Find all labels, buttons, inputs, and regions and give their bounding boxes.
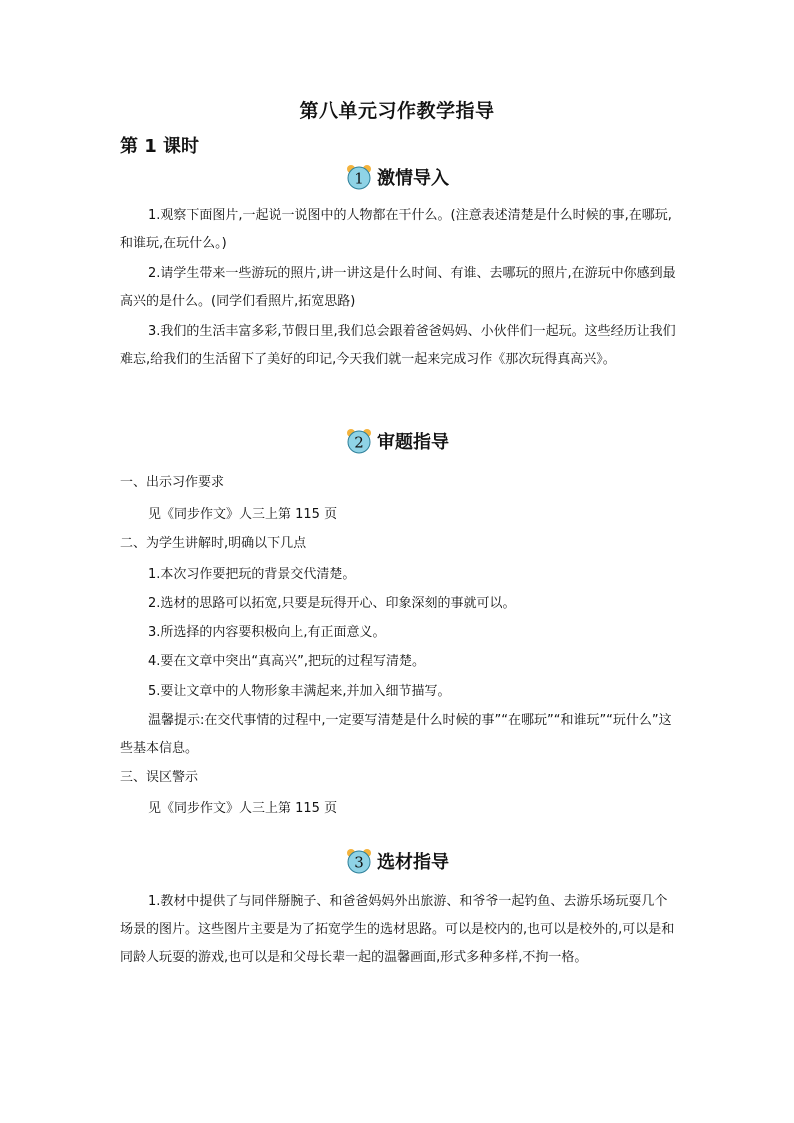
reference-line: 见《同步作文》人三上第 115 页 bbox=[148, 801, 338, 816]
list-item: 4.要在文章中突出“真高兴”,把玩的过程写清楚。 bbox=[148, 654, 426, 669]
list-item: 3.所选择的内容要积极向上,有正面意义。 bbox=[148, 625, 386, 640]
section-heading-2 bbox=[0, 424, 794, 458]
section-heading-1 bbox=[0, 160, 794, 194]
document-title: 第八单元习作教学指导 bbox=[299, 100, 495, 122]
badge-number: 1 bbox=[354, 169, 364, 188]
section-title: 选材指导 bbox=[377, 852, 449, 873]
reference-line: 见《同步作文》人三上第 115 页 bbox=[148, 507, 338, 522]
material-paragraph-1: 1.教材中提供了与同伴掰腕子、和爸爸妈妈外出旅游、和爷爷一起钓鱼、去游乐场玩耍几个场景的图片。这些图片主要是为了拓宽学生的选材思路。可以是校内的,也可以是校外的,可以是和同龄人玩耍的游戏,也可以是和父母长辈一起的温馨画面,形式多种多样,不拘一格。 bbox=[120, 894, 675, 965]
section-title: 激情导入 bbox=[377, 168, 449, 189]
badge-number: 3 bbox=[354, 853, 364, 872]
outline-heading: 三、误区警示 bbox=[120, 770, 199, 785]
intro-paragraph-2: 2.请学生带来一些游玩的照片,讲一讲这是什么时间、有谁、去哪玩的照片,在游玩中你感到最高兴的是什么。(同学们看照片,拓宽思路) bbox=[120, 266, 676, 309]
outline-heading: 一、出示习作要求 bbox=[120, 475, 225, 490]
section-heading-3 bbox=[0, 844, 794, 878]
lesson-label: 第 1 课时 bbox=[120, 136, 200, 157]
list-item: 5.要让文章中的人物形象丰满起来,并加入细节描写。 bbox=[148, 684, 451, 699]
number-badge-icon bbox=[345, 847, 373, 875]
badge-number: 2 bbox=[354, 433, 364, 452]
section-title: 审题指导 bbox=[377, 432, 449, 453]
intro-paragraph-3: 3.我们的生活丰富多彩,节假日里,我们总会跟着爸爸妈妈、小伙伴们一起玩。这些经历让我们难忘,给我们的生活留下了美好的印记,今天我们就一起来完成习作《那次玩得真高兴》。 bbox=[120, 324, 676, 367]
list-item: 1.本次习作要把玩的背景交代清楚。 bbox=[148, 567, 356, 582]
number-badge-icon bbox=[345, 163, 373, 191]
intro-paragraph-1: 1.观察下面图片,一起说一说图中的人物都在干什么。(注意表述清楚是什么时候的事,在哪玩,和谁玩,在玩什么。) bbox=[120, 208, 672, 251]
number-badge-icon bbox=[345, 427, 373, 455]
outline-heading: 二、为学生讲解时,明确以下几点 bbox=[120, 536, 307, 551]
tip-paragraph: 温馨提示:在交代事情的过程中,一定要写清楚是什么时候的事”“在哪玩”“和谁玩”“玩什么”这些基本信息。 bbox=[120, 713, 672, 756]
list-item: 2.选材的思路可以拓宽,只要是玩得开心、印象深刻的事就可以。 bbox=[148, 596, 516, 611]
